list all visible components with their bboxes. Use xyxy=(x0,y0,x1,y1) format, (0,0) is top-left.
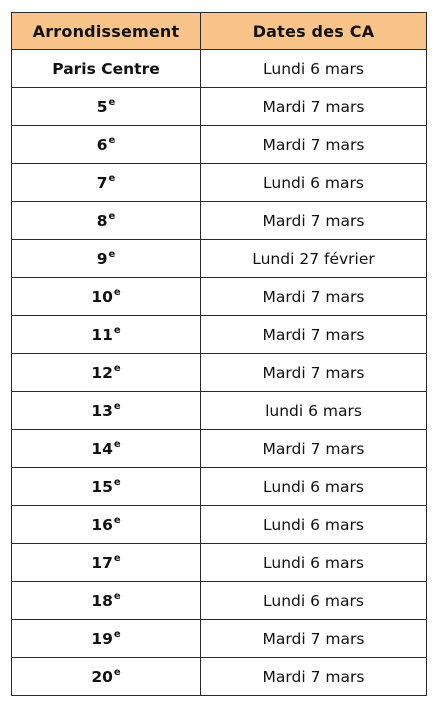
table-row xyxy=(12,392,427,430)
ordinal-suffix: e xyxy=(108,211,116,223)
ca-date-cell: Mardi 7 mars xyxy=(201,620,427,658)
arrondissement-cell xyxy=(12,50,201,88)
arrondissement-cell xyxy=(12,278,201,316)
arrondissement-cell xyxy=(12,582,201,620)
arrondissement-cell xyxy=(12,126,201,164)
table-row xyxy=(12,88,427,126)
arrondissement-cell xyxy=(12,88,201,126)
arrondissement-label: 20 xyxy=(91,667,113,686)
ca-date-cell: Mardi 7 mars xyxy=(201,316,427,354)
ordinal-suffix: e xyxy=(113,287,121,299)
arrondissement-label: 12 xyxy=(91,363,113,382)
ca-date-cell: lundi 6 mars xyxy=(201,392,427,430)
arrondissement-label: 16 xyxy=(91,515,113,534)
table-row xyxy=(12,50,427,88)
ca-dates-table-container xyxy=(11,12,426,696)
arrondissement-cell xyxy=(12,430,201,468)
table-row xyxy=(12,354,427,392)
ordinal-suffix: e xyxy=(113,325,121,337)
table-row xyxy=(12,430,427,468)
ordinal-suffix: e xyxy=(113,629,121,641)
ca-date-cell: Lundi 27 février xyxy=(201,240,427,278)
ordinal-suffix: e xyxy=(113,363,121,375)
table-row xyxy=(12,202,427,240)
arrondissement-label: 14 xyxy=(91,439,113,458)
ca-dates-table xyxy=(11,12,427,696)
ca-date-cell: Mardi 7 mars xyxy=(201,430,427,468)
arrondissement-label: 7 xyxy=(96,173,108,192)
table-row xyxy=(12,240,427,278)
table-row xyxy=(12,506,427,544)
arrondissement-label: 9 xyxy=(96,249,108,268)
ordinal-suffix: e xyxy=(108,97,116,109)
ca-date-cell: Mardi 7 mars xyxy=(201,126,427,164)
header-dates-des-ca: Dates des CA xyxy=(201,13,427,50)
arrondissement-label: 8 xyxy=(96,211,108,230)
table-row xyxy=(12,164,427,202)
arrondissement-cell xyxy=(12,392,201,430)
ordinal-suffix: e xyxy=(113,515,121,527)
table-row xyxy=(12,278,427,316)
header-arrondissement: Arrondissement xyxy=(12,13,201,50)
ordinal-suffix: e xyxy=(113,401,121,413)
ordinal-suffix: e xyxy=(113,667,121,679)
table-row xyxy=(12,544,427,582)
ca-date-cell: Lundi 6 mars xyxy=(201,50,427,88)
table-row xyxy=(12,658,427,696)
arrondissement-cell xyxy=(12,658,201,696)
arrondissement-label: 6 xyxy=(96,135,108,154)
arrondissement-label: 11 xyxy=(91,325,113,344)
arrondissement-label: 10 xyxy=(91,287,113,306)
arrondissement-label: 5 xyxy=(96,97,108,116)
ca-date-cell: Mardi 7 mars xyxy=(201,202,427,240)
ca-date-cell: Mardi 7 mars xyxy=(201,278,427,316)
arrondissement-cell xyxy=(12,316,201,354)
arrondissement-cell xyxy=(12,164,201,202)
arrondissement-cell xyxy=(12,620,201,658)
arrondissement-label: 17 xyxy=(91,553,113,572)
arrondissement-label: 19 xyxy=(91,629,113,648)
ordinal-suffix: e xyxy=(108,135,116,147)
ca-date-cell: Lundi 6 mars xyxy=(201,506,427,544)
table-row xyxy=(12,582,427,620)
table-row xyxy=(12,620,427,658)
ca-date-cell: Mardi 7 mars xyxy=(201,88,427,126)
ordinal-suffix: e xyxy=(108,249,116,261)
arrondissement-cell xyxy=(12,544,201,582)
arrondissement-cell xyxy=(12,506,201,544)
ordinal-suffix: e xyxy=(108,173,116,185)
table-header-row xyxy=(12,13,427,50)
arrondissement-label: 15 xyxy=(91,477,113,496)
table-row xyxy=(12,126,427,164)
table-body xyxy=(12,50,427,696)
ordinal-suffix: e xyxy=(113,477,121,489)
arrondissement-cell xyxy=(12,202,201,240)
arrondissement-label: 18 xyxy=(91,591,113,610)
arrondissement-cell xyxy=(12,240,201,278)
arrondissement-cell xyxy=(12,468,201,506)
ca-date-cell: Lundi 6 mars xyxy=(201,468,427,506)
table-row xyxy=(12,468,427,506)
arrondissement-cell xyxy=(12,354,201,392)
ca-date-cell: Mardi 7 mars xyxy=(201,354,427,392)
arrondissement-label: Paris Centre xyxy=(52,59,160,78)
ca-date-cell: Mardi 7 mars xyxy=(201,658,427,696)
table-row xyxy=(12,316,427,354)
ordinal-suffix: e xyxy=(113,553,121,565)
arrondissement-label: 13 xyxy=(91,401,113,420)
ordinal-suffix: e xyxy=(113,439,121,451)
ca-date-cell: Lundi 6 mars xyxy=(201,544,427,582)
ca-date-cell: Lundi 6 mars xyxy=(201,164,427,202)
ca-date-cell: Lundi 6 mars xyxy=(201,582,427,620)
ordinal-suffix: e xyxy=(113,591,121,603)
